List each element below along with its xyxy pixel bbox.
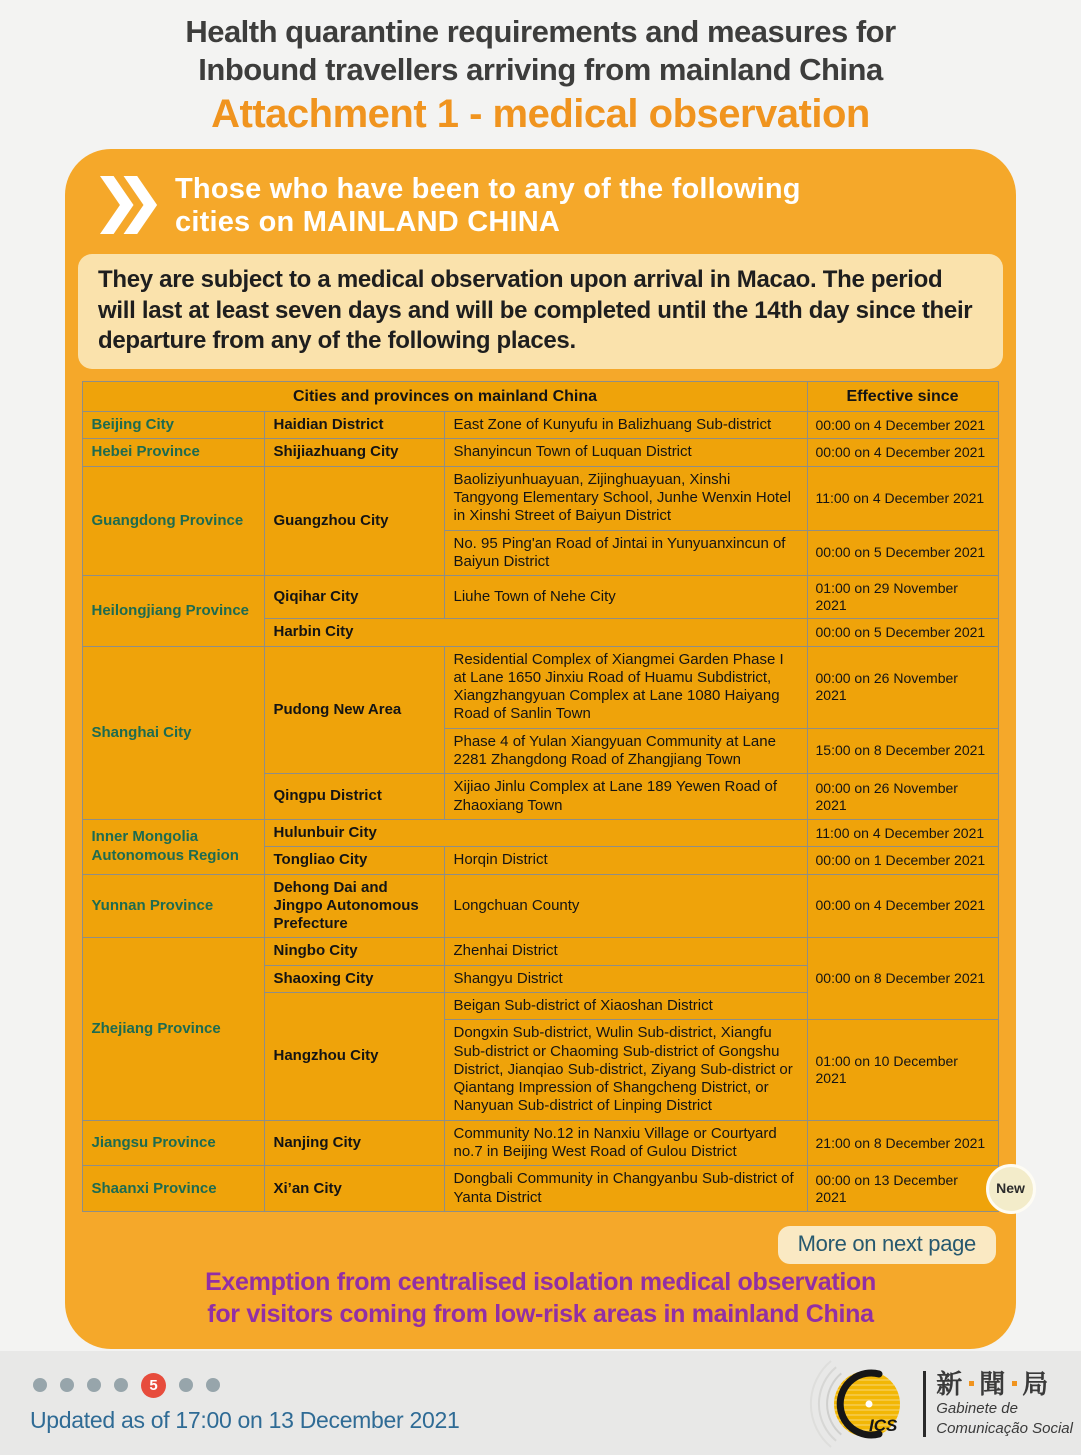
cell-date: 11:00 on 4 December 2021 [807, 466, 998, 530]
exemption-line2: for visitors coming from low-risk areas in mainland China [207, 1300, 874, 1329]
cell-area: Xijiao Jinlu Complex at Lane 189 Yewen Road of Zhaoxiang Town [445, 774, 807, 820]
table-row [83, 1166, 998, 1212]
cell-date: 00:00 on 5 December 2021 [807, 530, 998, 576]
cell-province: Yunnan Province [83, 874, 265, 938]
table-row [83, 439, 998, 466]
orange-square-icon [969, 1381, 974, 1386]
cell-area: Shangyu District [445, 965, 807, 992]
cell-province: Shaanxi Province [83, 1166, 265, 1212]
header-cities-provinces: Cities and provinces on mainland China [83, 382, 807, 412]
cell-date: 11:00 on 4 December 2021 [807, 819, 998, 846]
table-row [83, 466, 998, 530]
cell-province: Jiangsu Province [83, 1120, 265, 1166]
cell-city: Shijiazhuang City [265, 439, 445, 466]
orange-square-icon [1012, 1381, 1017, 1386]
cell-date-text: 00:00 on 13 December 2021 [815, 1171, 958, 1205]
section-heading [65, 169, 1016, 240]
pager-dot [206, 1378, 220, 1392]
cell-city: Guangzhou City [265, 466, 445, 575]
cell-date: 00:00 on 26 November 2021 [807, 774, 998, 820]
cell-city: Pudong New Area [265, 646, 445, 774]
cell-city: Ningbo City [265, 938, 445, 965]
updated-timestamp: Updated as of 17:00 on 13 December 2021 [30, 1406, 460, 1433]
cell-area: Zhenhai District [445, 938, 807, 965]
cell-area: Shanyincun Town of Luquan District [445, 439, 807, 466]
gcs-logo-chinese [936, 1368, 1073, 1399]
cell-area: Residential Complex of Xiangmei Garden Phase I at Lane 1650 Jinxiu Road of Huamu Subdistrict, Xiangzhangyuan Complex at Lane 1080 Haiyang Road of Sanlin Town [445, 646, 807, 728]
table-row [83, 1120, 998, 1166]
table-row [83, 646, 998, 728]
cn-char: 局 [1022, 1368, 1051, 1399]
table-row [83, 874, 998, 938]
section-heading-text [175, 173, 801, 240]
cell-province: Heilongjiang Province [83, 576, 265, 646]
main-card [65, 149, 1025, 1349]
cell-area: Dongxin Sub-district, Wulin Sub-district, Xiangfu Sub-district or Chaoming Sub-district of Gongshu District, Jianqiao Sub-district, Ziyang Sub-district or Qiantang Impression of Shangcheng District, or Nanyuan Sub-district of Linping District [445, 1020, 807, 1120]
cell-province: Beijing City [83, 412, 265, 439]
table-row [83, 819, 998, 846]
cell-province: Inner Mongolia Autonomous Region [83, 819, 265, 874]
page-title-line2: Inbound travellers arriving from mainland China [198, 51, 883, 87]
intro-note: They are subject to a medical observation upon arrival in Macao. The period will last at least seven days and will be completed until the 14th day since their departure from any of the following places. [78, 254, 1003, 369]
pager-dot [60, 1378, 74, 1392]
cell-date [807, 1166, 1025, 1212]
gcs-logo-pt-line1: Gabinete de [936, 1399, 1018, 1417]
cell-area: East Zone of Kunyufu in Balizhuang Sub-district [445, 412, 807, 439]
pager-dot [33, 1378, 47, 1392]
cell-area: Phase 4 of Yulan Xiangyuan Community at Lane 2281 Zhangdong Road of Zhangjiang Town [445, 728, 807, 774]
pager-dot [179, 1378, 193, 1392]
cell-province: Zhejiang Province [83, 938, 265, 1120]
cn-char: 聞 [979, 1368, 1008, 1399]
cell-area: Liuhe Town of Nehe City [445, 576, 807, 619]
quarantine-table [82, 381, 1025, 1212]
table-header-row [83, 382, 998, 412]
page-indicator [33, 1373, 220, 1398]
cell-date: 00:00 on 4 December 2021 [807, 412, 998, 439]
exemption-line1: Exemption from centralised isolation medical observation [205, 1267, 876, 1296]
exemption-note [65, 1266, 1016, 1331]
table-row [83, 938, 998, 965]
cell-date: 00:00 on 4 December 2021 [807, 874, 998, 938]
cell-city: Hulunbuir City [265, 819, 807, 846]
cell-city: Haidian District [265, 412, 445, 439]
cell-date: 21:00 on 8 December 2021 [807, 1120, 998, 1166]
cell-area: Longchuan County [445, 874, 807, 938]
cell-date: 00:00 on 5 December 2021 [807, 619, 998, 646]
cell-area: Baoliziyunhuayuan, Zijinghuayuan, Xinshi Tangyong Elementary School, Junhe Wenxin Hotel in Xinshi Street of Baiyun District [445, 466, 807, 530]
cell-area: Community No.12 in Nanxiu Village or Courtyard no.7 in Beijing West Road of Gulou District [445, 1120, 807, 1166]
gcs-logo-pt-line2: Comunicação Social [936, 1419, 1073, 1437]
table-row [83, 412, 998, 439]
more-row [65, 1226, 996, 1264]
cell-date: 01:00 on 10 December 2021 [807, 1020, 998, 1120]
pager-dot [114, 1378, 128, 1392]
new-badge: New [986, 1164, 1036, 1214]
cell-province: Guangdong Province [83, 466, 265, 575]
cell-city: Xi’an City [265, 1166, 445, 1212]
section-heading-line1: Those who have been to any of the following [175, 172, 801, 205]
header-effective-since: Effective since [807, 382, 998, 412]
cell-city: Hangzhou City [265, 993, 445, 1121]
gcs-logo-text [923, 1368, 1073, 1438]
cell-province: Shanghai City [83, 646, 265, 819]
section-heading-line2: cities on MAINLAND CHINA [175, 205, 561, 238]
cell-city: Qingpu District [265, 774, 445, 820]
gcs-logo [783, 1363, 1073, 1445]
gcs-logo-icon [783, 1363, 917, 1445]
attachment-subtitle: Attachment 1 - medical observation [211, 91, 870, 136]
cell-area: Horqin District [445, 847, 807, 874]
cell-city: Harbin City [265, 619, 807, 646]
pager-dot-active: 5 [141, 1373, 166, 1398]
table-row [83, 576, 998, 619]
cn-char: 新 [936, 1368, 965, 1399]
cell-city: Nanjing City [265, 1120, 445, 1166]
pager-dot [87, 1378, 101, 1392]
page-header [0, 0, 1081, 137]
page-footer [0, 1363, 1081, 1455]
page-title-line1: Health quarantine requirements and measures for [185, 14, 896, 49]
cell-city: Qiqihar City [265, 576, 445, 619]
cell-date: 15:00 on 8 December 2021 [807, 728, 998, 774]
more-on-next-page-button: More on next page [778, 1226, 996, 1264]
cell-date: 00:00 on 1 December 2021 [807, 847, 998, 874]
cell-province: Hebei Province [83, 439, 265, 466]
cell-date: 00:00 on 26 November 2021 [807, 646, 998, 728]
cell-city: Shaoxing City [265, 965, 445, 992]
cell-area: Dongbali Community in Changyanbu Sub-district of Yanta District [445, 1166, 807, 1212]
cell-city: Dehong Dai and Jingpo Autonomous Prefecture [265, 874, 445, 938]
cell-date: 01:00 on 29 November 2021 [807, 576, 998, 619]
cell-date: 00:00 on 8 December 2021 [807, 938, 998, 1020]
double-chevron-icon [99, 176, 159, 234]
cell-area: Beigan Sub-district of Xiaoshan District [445, 993, 807, 1020]
cell-date: 00:00 on 4 December 2021 [807, 439, 998, 466]
cell-city: Tongliao City [265, 847, 445, 874]
cell-area: No. 95 Ping'an Road of Jintai in Yunyuanxincun of Baiyun District [445, 530, 807, 576]
svg-text:ICS: ICS [869, 1415, 898, 1435]
